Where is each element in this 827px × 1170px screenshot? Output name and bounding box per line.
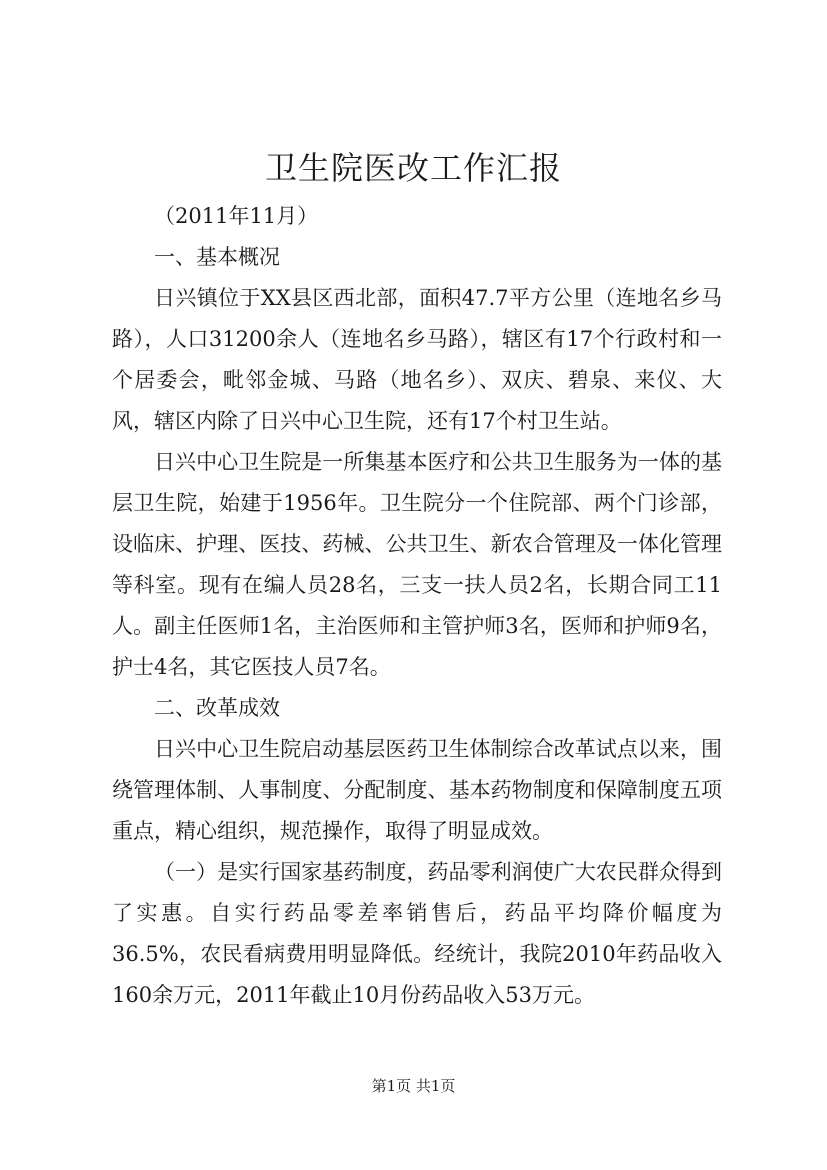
- paragraph-overview: 日兴镇位于XX县区西北部，面积47.7平方公里（连地名乡马路），人口31200余人（连地名乡马路），辖区有17个行政村和一个居委会，毗邻金城、马路（地名乡）、双庆、碧泉、来仪、大风，辖区内除了日兴中心卫生院，还有17个村卫生站。: [112, 286, 722, 433]
- section-heading-overview: 一、基本概况: [154, 245, 280, 269]
- paragraph-hospital-info: 日兴中心卫生院是一所集基本医疗和公共卫生服务为一体的基层卫生院，始建于1956年。卫生院分一个住院部、两个门诊部，设临床、护理、医技、药械、公共卫生、新农合管理及一体化管理等科室。现有在编人员28名，三支一扶人员2名，长期合同工11人。副主任医师1名，主治医师和主管护师3名，医师和护师9名，护士4名，其它医技人员7名。: [112, 450, 722, 679]
- report-date: （2011年11月）: [154, 204, 319, 228]
- document-body: [112, 196, 722, 1016]
- section-heading-results: 二、改革成效: [154, 696, 280, 720]
- paragraph-drug-policy: （一）是实行国家基药制度，药品零利润使广大农民群众得到了实惠。自实行药品零差率销售后，药品平均降价幅度为36.5%，农民看病费用明显降低。经统计，我院2010年药品收入160余万元，2011年截止10月份药品收入53万元。: [112, 860, 722, 1007]
- page-footer: 第1页 共1页: [371, 1077, 456, 1095]
- document-title: 卫生院医改工作汇报: [264, 149, 562, 187]
- paragraph-reform-intro: 日兴中心卫生院启动基层医药卫生体制综合改革试点以来，围绕管理体制、人事制度、分配制度、基本药物制度和保障制度五项重点，精心组织，规范操作，取得了明显成效。: [112, 737, 722, 843]
